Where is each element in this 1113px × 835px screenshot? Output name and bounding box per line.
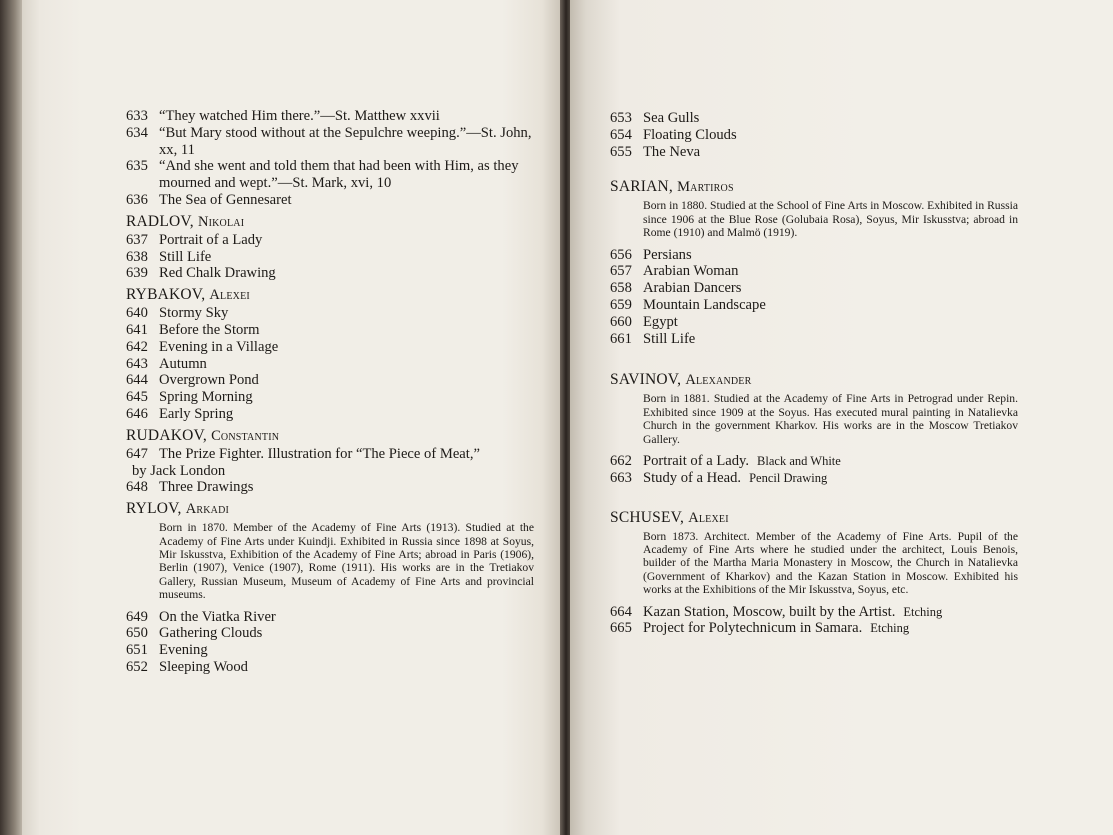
catalog-entry: 645 Spring Morning (126, 389, 253, 406)
catalog-entry: 643 Autumn (126, 355, 207, 372)
catalog-entry: 665 Project for Polytechnicum in Samara. Etching (610, 620, 910, 637)
catalog-entry: 664 Kazan Station, Moscow, built by the Artist. Etching (610, 603, 943, 620)
catalog-entry: 641 Before the Storm (126, 321, 260, 338)
catalog-entry: 658 Arabian Dancers (610, 280, 742, 297)
artist-heading: SARIAN, Martiros (610, 178, 734, 196)
catalog-entry: 642 Evening in a Village (126, 338, 279, 355)
catalog-entry: 634 “But Mary stood without at the Sepulchre weeping.”—St. John, xx, 11 (126, 124, 532, 158)
catalog-entry: 661 Still Life (610, 330, 696, 347)
artist-biography: Born in 1881. Studied at the Academy of Fine Arts in Petrograd under Repin. Exhibited since 1909 at the Soyus. Has executed mural painting in Natalievka Church in the government Kharkov. His works are in the Moscow Tretiakov Gallery. (643, 392, 1018, 446)
catalog-entry: 662 Portrait of a Lady. Black and White (610, 453, 841, 470)
right-page-text (610, 110, 1030, 637)
catalog-entry: 654 Floating Clouds (610, 126, 737, 143)
artist-heading: SCHUSEV, Alexei (610, 508, 729, 526)
catalog-entry: 652 Sleeping Wood (126, 658, 248, 675)
catalog-entry: 650 Gathering Clouds (126, 625, 263, 642)
catalog-entry: 653 Sea Gulls (610, 110, 700, 126)
artist-biography: Born in 1870. Member of the Academy of Fine Arts (1913). Studied at the Academy of Fine Arts under Kuindji. Exhibited in Russia since 1898 at Soyus, Mir Iskusstva, Exhibition of the Academy of Fine Arts; abroad in Paris (1906), Berlin (1907), Venice (1907), Rome (1911). His works are in the Tretiakov Gallery, Russian Museum, Museum of Academy of Fine Arts and provincial museums. (159, 521, 534, 602)
catalog-entry: 660 Egypt (610, 313, 678, 330)
catalog-entry: 637 Portrait of a Lady (126, 231, 263, 248)
catalog-entry: 649 On the Viatka River (126, 608, 276, 625)
artist-heading: RADLOV, Nikolai (126, 212, 245, 230)
catalog-entry: 656 Persians (610, 246, 692, 263)
catalog-entry: 648 Three Drawings (126, 479, 254, 496)
catalog-entry: 663 Study of a Head. Pencil Drawing (610, 469, 828, 486)
catalog-entry: 659 Mountain Landscape (610, 297, 766, 313)
catalog-entry: 633 “They watched Him there.”—St. Matthew xxvii (126, 108, 440, 124)
catalog-entry: 639 Red Chalk Drawing (126, 265, 276, 282)
catalog-entry: 640 Stormy Sky (126, 305, 229, 322)
artist-heading: RYLOV, Arkadi (126, 500, 230, 518)
catalog-entry: 651 Evening (126, 642, 208, 659)
artist-heading: RUDAKOV, Constantin (126, 426, 280, 444)
catalog-entry: 636 The Sea of Gennesaret (126, 191, 292, 208)
book-edge (0, 0, 24, 835)
catalog-entry: 655 The Neva (610, 143, 701, 160)
catalog-entry: 635 “And she went and told them that had been with Him, as they mourned and wept.”—St. Mark, xvi, 10 (126, 158, 519, 192)
artist-heading: RYBAKOV, Alexei (126, 286, 250, 304)
catalog-entry: 646 Early Spring (126, 405, 234, 422)
catalog-entry: 644 Overgrown Pond (126, 372, 259, 389)
catalog-entry: 638 Still Life (126, 248, 212, 265)
left-page-text (126, 108, 546, 676)
artist-heading: SAVINOV, Alexander (610, 371, 752, 389)
catalog-entry: 657 Arabian Woman (610, 263, 739, 280)
catalog-entry-continuation: by Jack London (132, 462, 226, 479)
artist-biography: Born in 1880. Studied at the School of Fine Arts in Moscow. Exhibited in Russia since 1906 at the Blue Rose (Golubaia Rosa), Soyus, Mir Iskusstva; abroad in Rome (1910) and Malmö (1919). (643, 199, 1018, 240)
artist-biography: Born 1873. Architect. Member of the Academy of Fine Arts. Pupil of the Academy of Fine Arts where he studied under the architect, Louis Benois, builder of the Martha Maria Monastery in Moscow, the Church in Natalievka (Government of Kharkov) and the Kazan Station in Moscow. Exhibited his works at the Exhibitions of the Mir Iskusstva, Soyus, etc. (643, 529, 1018, 597)
catalog-entry: 647 The Prize Fighter. Illustration for “The Piece of Meat,” (126, 445, 480, 462)
